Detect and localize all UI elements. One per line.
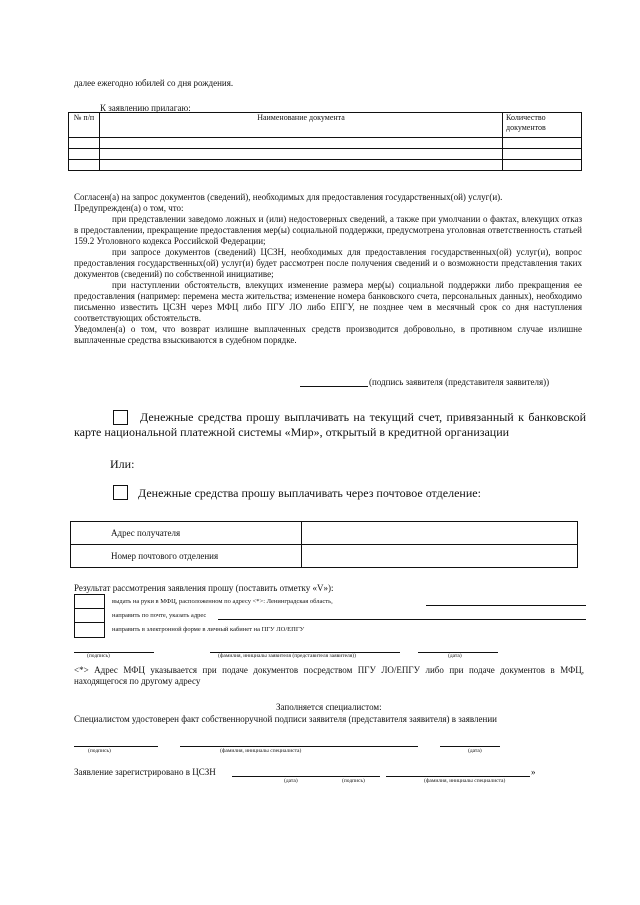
mfc-footnote: <*> Адрес МФЦ указывается при подаче документов посредством ПГУ ЛО/ЕПГУ либо при подаче документов в МФЦ, находящегося по другому адресу xyxy=(74,665,584,686)
signature-caption: (подпись) xyxy=(88,748,111,754)
consent-notified: Уведомлен(а) о том, что возврат излишне выплаченных средств производится добровольно, в противном случае излишне выплаченные средства взыскиваются в судебном порядке. xyxy=(74,324,582,345)
postal-address-line[interactable] xyxy=(218,619,586,620)
result-option-label: направить в электронной форме в личный кабинет на ПГУ ЛО/ЕПГУ xyxy=(112,626,305,633)
specialist-heading: Заполняется специалистом: xyxy=(276,702,382,712)
specialist-certified-text: Специалистом удостоверен факт собственноручной подписи заявителя (представителя заявителя) в заявлении xyxy=(74,714,497,724)
table-row xyxy=(71,545,578,568)
table-cell[interactable] xyxy=(69,149,100,160)
table-row xyxy=(69,149,582,160)
result-option-label: выдать на руки в МФЦ, расположенном по адресу <*>: Ленинградская область, xyxy=(112,598,333,605)
applicant-signature-caption: (подпись заявителя (представителя заявителя)) xyxy=(369,377,550,387)
registration-line[interactable] xyxy=(232,776,380,777)
specialist-name-caption: (фамилия, инициалы специалиста) xyxy=(220,748,302,754)
table-cell[interactable] xyxy=(503,160,582,171)
table-cell[interactable] xyxy=(100,149,503,160)
reg-name-caption: (фамилия, инициалы специалиста) xyxy=(424,778,506,784)
table-cell[interactable] xyxy=(100,138,503,149)
result-signature-line[interactable] xyxy=(74,652,154,653)
col-header-qty: Количество документов xyxy=(503,113,582,138)
table-cell[interactable] xyxy=(69,138,100,149)
specialist-name-line[interactable] xyxy=(180,746,418,747)
date-caption: (дата) xyxy=(448,653,462,659)
col-header-num: № п/п xyxy=(69,113,100,138)
post-payment-text: Денежные средства прошу выплачивать через почтовое отделение: xyxy=(138,486,481,500)
table-row xyxy=(71,522,578,545)
col-header-name: Наименование документа xyxy=(100,113,503,138)
table-cell[interactable] xyxy=(503,149,582,160)
result-option-label: направить по почте, указать адрес xyxy=(112,612,207,619)
date-caption: (дата) xyxy=(468,748,482,754)
recipient-address-label: Адрес получателя xyxy=(71,522,302,545)
result-option-checkbox[interactable] xyxy=(74,622,105,638)
table-cell[interactable] xyxy=(100,160,503,171)
recipient-address-field[interactable] xyxy=(302,522,578,545)
reg-signature-caption: (подпись) xyxy=(342,778,365,784)
post-office-number-label: Номер почтового отделения xyxy=(71,545,302,568)
consent-p3: при наступлении обстоятельств, влекущих изменение размера мер(ы) социальной поддержки либо прекращения ее предоставления (например: перемена места жительства; изменение номера банковского счета, персональных данных), необходимо письменно известить ЦСЗН через МФЦ либо ПГУ ЛО либо ЕПГУ, не позднее чем в месячный срок со дня наступления соответствующих обстоятельств. xyxy=(74,280,582,323)
mfc-address-line[interactable] xyxy=(426,605,586,606)
consent-block xyxy=(74,192,582,346)
reg-date-caption: (дата) xyxy=(284,778,298,784)
specialist-signature-line[interactable] xyxy=(74,746,158,747)
registration-specialist-line[interactable] xyxy=(386,776,530,777)
post-details-table xyxy=(70,521,578,568)
consent-agree: Согласен(а) на запрос документов (сведений), необходимых для предоставления государственных(ой) услуг(и). xyxy=(74,192,503,202)
applicant-name-caption: (фамилия, инициалы заявителя (представителя заявителя)) xyxy=(218,653,356,659)
result-title: Результат рассмотрения заявления прошу (поставить отметку «V»): xyxy=(74,583,334,593)
post-office-number-field[interactable] xyxy=(302,545,578,568)
table-row xyxy=(69,138,582,149)
signature-caption: (подпись) xyxy=(87,653,110,659)
consent-warned: Предупрежден(а) о том, что: xyxy=(74,203,184,213)
card-payment-text: Денежные средства прошу выплачивать на текущий счет, привязанный к банковской карте национальной платежной системы «Мир», открытый в кредитной организации xyxy=(74,410,586,439)
specialist-date-line[interactable] xyxy=(440,746,500,747)
table-cell[interactable] xyxy=(69,160,100,171)
post-payment-checkbox[interactable] xyxy=(113,485,128,500)
attachments-label: К заявлению прилагаю: xyxy=(100,103,191,113)
applicant-signature-line[interactable] xyxy=(300,386,368,387)
or-label: Или: xyxy=(110,457,135,471)
table-cell[interactable] xyxy=(503,138,582,149)
consent-p2: при запросе документов (сведений) ЦСЗН, необходимых для предоставления государственных(ой) услуг(и), вопрос предоставления государственных(ой) услуг(и) будет рассмотрен после получения сведений и о возможности представления таких документов (сведений) по собственной инициативе; xyxy=(74,247,582,279)
closing-quote: » xyxy=(531,767,536,777)
registered-text: Заявление зарегистрировано в ЦСЗН xyxy=(74,767,216,777)
continued-text: далее ежегодно юбилей со дня рождения. xyxy=(74,78,234,88)
table-row xyxy=(69,160,582,171)
attachments-table xyxy=(68,112,582,171)
consent-p1: при представлении заведомо ложных и (или) недостоверных сведений, а также при умолчании о фактах, влекущих отказ в предоставлении, прекращение предоставления мер(ы) социальной поддержки, предусмотрена уголовная ответственность статьей 159.2 Уголовного кодекса Российской Федерации; xyxy=(74,214,582,246)
